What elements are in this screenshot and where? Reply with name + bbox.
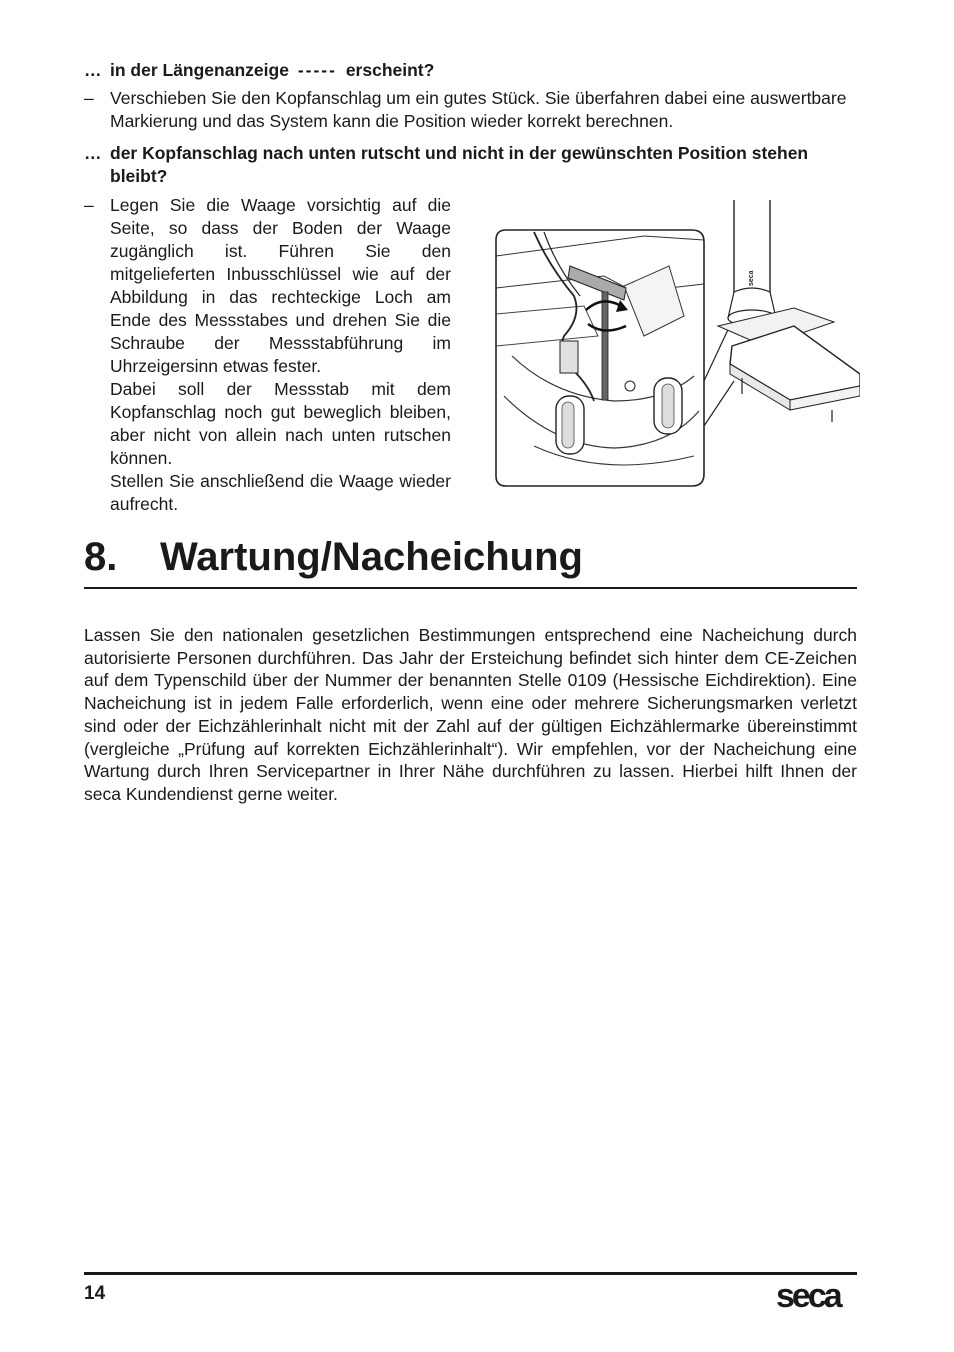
faq2-answer-p1: Legen Sie die Waage vorsichtig auf die Seite, so dass der Boden der Waage zugänglich ist. Führen Sie den mitgelieferten Inbusschlüssel wie auf der Abbildung in das rechteckige Loch am Ende des Messstabes und drehen Sie die Schraube der Messstabführung im Uhrzeigersinn etwas fester. bbox=[110, 195, 451, 376]
faq1-question bbox=[84, 59, 857, 82]
faq1-answer-dash: – bbox=[84, 88, 94, 108]
section-heading-rule bbox=[84, 587, 857, 589]
seca-logo-text: seca bbox=[776, 1279, 840, 1313]
faq1-dashes: ----- bbox=[297, 60, 337, 80]
faq2-answer-item bbox=[84, 194, 451, 516]
page-number: 14 bbox=[84, 1283, 106, 1304]
faq2-answer-dash: – bbox=[84, 195, 94, 215]
faq2-answer-p3: Stellen Sie anschließend die Waage wieder aufrecht. bbox=[110, 471, 451, 514]
section-title: Wartung/Nacheichung bbox=[160, 535, 583, 579]
section-heading bbox=[84, 532, 583, 582]
faq1-question-before: in der Längenanzeige bbox=[110, 60, 289, 80]
faq1-answer: Verschieben Sie den Kopfanschlag um ein gutes Stück. Sie überfahren dabei eine auswertbare Markierung und das System kann die Position wieder korrekt berechnen. bbox=[110, 88, 847, 131]
seca-logo bbox=[776, 1279, 858, 1313]
faq2-ellipsis: … bbox=[84, 143, 102, 163]
section-number: 8. bbox=[84, 535, 118, 579]
faq2-answer-p2: Dabei soll der Messstab mit dem Kopfanschlag noch gut beweglich bleiben, aber nicht von allein nach unten rutschen können. bbox=[110, 379, 451, 468]
faq2-question-text: der Kopfanschlag nach unten rutscht und nicht in der gewünschten Position stehen bleibt? bbox=[110, 143, 809, 186]
figure-column-label: seca bbox=[748, 270, 755, 286]
allen-key-illustration bbox=[494, 196, 860, 488]
faq1-question-after: erscheint? bbox=[345, 60, 435, 80]
faq1-ellipsis: … bbox=[84, 60, 102, 80]
section-body: Lassen Sie den nationalen gesetzlichen Bestimmungen entsprechend eine Nacheichung durch autorisierte Personen durchführen. Das Jahr der Ersteichung befindet sich hinter dem CE-Zeichen auf dem Typenschild über der Nummer der benannten Stelle 0109 (Hessische Eichdirektion). Eine Nacheichung ist in jedem Falle erforderlich, wenn eine oder mehrere Sicherungsmarken verletzt sind oder der Eichzählerinhalt nicht mit der Zahl auf der gültigen Eichzählermarke übereinstimmt (vergleiche „Prüfung auf korrekten Eichzählerinhalt“). Wir empfehlen, vor der Nacheichung eine Wartung durch Ihren Servicepartner in Ihrer Nähe durchführen zu lassen. Hierbei hilft Ihnen der seca Kundendienst gerne weiter. bbox=[84, 625, 857, 804]
faq1-answer-item bbox=[84, 87, 857, 133]
footer-rule bbox=[84, 1272, 857, 1275]
faq2-question bbox=[84, 142, 857, 188]
